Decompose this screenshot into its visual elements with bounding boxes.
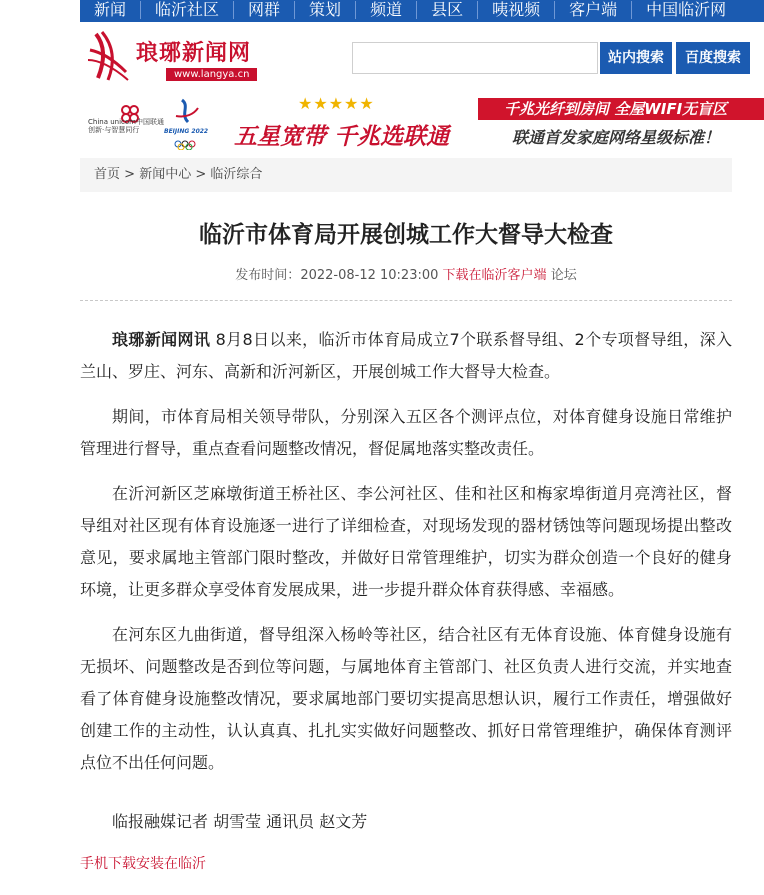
nav-item-wangqun[interactable]: 网群: [234, 1, 295, 19]
beijing-2022-emblem-icon: [160, 96, 216, 150]
promo-right-top: 千兆光纤到房间 全屋WIFI无盲区: [478, 98, 764, 120]
app-download-link[interactable]: 手机下载安装在临沂: [80, 856, 206, 872]
logo-url: www.langya.cn: [166, 68, 257, 81]
breadcrumb-separator: >: [191, 167, 211, 182]
site-logo[interactable]: [86, 28, 286, 88]
nav-item-county[interactable]: 县区: [417, 1, 478, 19]
beijing-2022-text: BEIJING 2022: [164, 128, 209, 135]
paragraph-1-text: 8月8日以来，临沂市体育局成立7个联系督导组、2个专项督导组，深入兰山、罗庄、河东、高新和沂河新区，开展创城工作大督导大检查。: [80, 330, 732, 381]
article-body: [80, 324, 732, 792]
divider: [80, 300, 732, 301]
nav-item-cehua[interactable]: 策划: [295, 1, 356, 19]
paragraph-2: 期间，市体育局相关领导带队，分别深入五区各个测评点位，对体育健身设施日常维护管理进行督导，重点查看问题整改情况，督促属地落实整改责任。: [80, 407, 732, 458]
unicom-text: [88, 118, 164, 134]
nav-item-client[interactable]: 客户端: [555, 1, 632, 19]
promo-main-text: 五星宽带 千兆选联通: [234, 124, 450, 150]
breadcrumb: [80, 158, 732, 192]
top-navigation: [80, 0, 764, 22]
baidu-search-button[interactable]: 百度搜索: [676, 42, 750, 74]
article-title: 临沂市体育局开展创城工作大督导大检查: [199, 222, 613, 248]
publish-time: 2022-08-12 10:23:00: [300, 268, 439, 283]
publish-time-label: 发布时间：: [235, 268, 301, 283]
rating-stars-icon: ★★★★★: [298, 94, 375, 113]
logo-text: 琅琊新闻网: [136, 41, 252, 66]
nav-item-channel[interactable]: 频道: [356, 1, 417, 19]
lead-source: 琅琊新闻网讯: [112, 330, 211, 349]
breadcrumb-separator: >: [120, 167, 140, 182]
breadcrumb-news-center[interactable]: 新闻中心: [139, 167, 192, 182]
nav-item-news[interactable]: 新闻: [80, 1, 141, 19]
paragraph-3: 在沂河新区芝麻墩街道王桥社区、李公河社区、佳和社区和梅家埠街道月亮湾社区，督导组对社区现有体育设施逐一进行了详细检查，对现场发现的器材锈蚀等问题现场提出整改意见，要求属地主管部门限时整改，并做好日常管理维护，切实为群众创造一个良好的健身环境，让更多群众享受体育发展成果，进一步提升群众体育获得感、幸福感。: [80, 484, 732, 599]
nav-item-video[interactable]: 咦视频: [478, 1, 555, 19]
paragraph-1: [80, 324, 732, 388]
article-meta: [80, 264, 732, 283]
unicom-slogan: 创新·与智慧同行: [88, 126, 140, 134]
breadcrumb-current[interactable]: 临沂综合: [210, 167, 263, 182]
unicom-name: China unicom中国联通: [88, 118, 164, 126]
reporter-credit: 临报融媒记者 胡雪莹 通讯员 赵文芳: [112, 812, 368, 831]
nav-item-china-linyi[interactable]: 中国临沂网: [646, 0, 727, 19]
promo-right-bottom: 联通首发家庭网络星级标准！: [512, 128, 721, 147]
nav-item-linyi-community[interactable]: 临沂社区: [141, 1, 234, 19]
ad-banner[interactable]: [80, 92, 764, 154]
site-search-button[interactable]: 站内搜索: [600, 42, 672, 74]
search-input[interactable]: [352, 42, 598, 74]
breadcrumb-home[interactable]: 首页: [94, 167, 121, 182]
download-client-link[interactable]: 下载在临沂客户端: [442, 268, 547, 283]
paragraph-4: 在河东区九曲街道，督导组深入杨岭等社区，结合社区有无体育设施、体育健身设施有无损坏、问题整改是否到位等问题，与属地体育主管部门、社区负责人进行交流，并实地查看了体育健身设施整改情况，要求属地部门要切实提高思想认识，履行工作责任，增强做好创建工作的主动性，认认真真、扎扎实实做好问题整改、抓好日常管理维护，确保体育测评点位不出任何问题。: [80, 625, 732, 772]
logo-mark-icon: [86, 28, 136, 86]
forum-link[interactable]: 论坛: [550, 268, 577, 283]
